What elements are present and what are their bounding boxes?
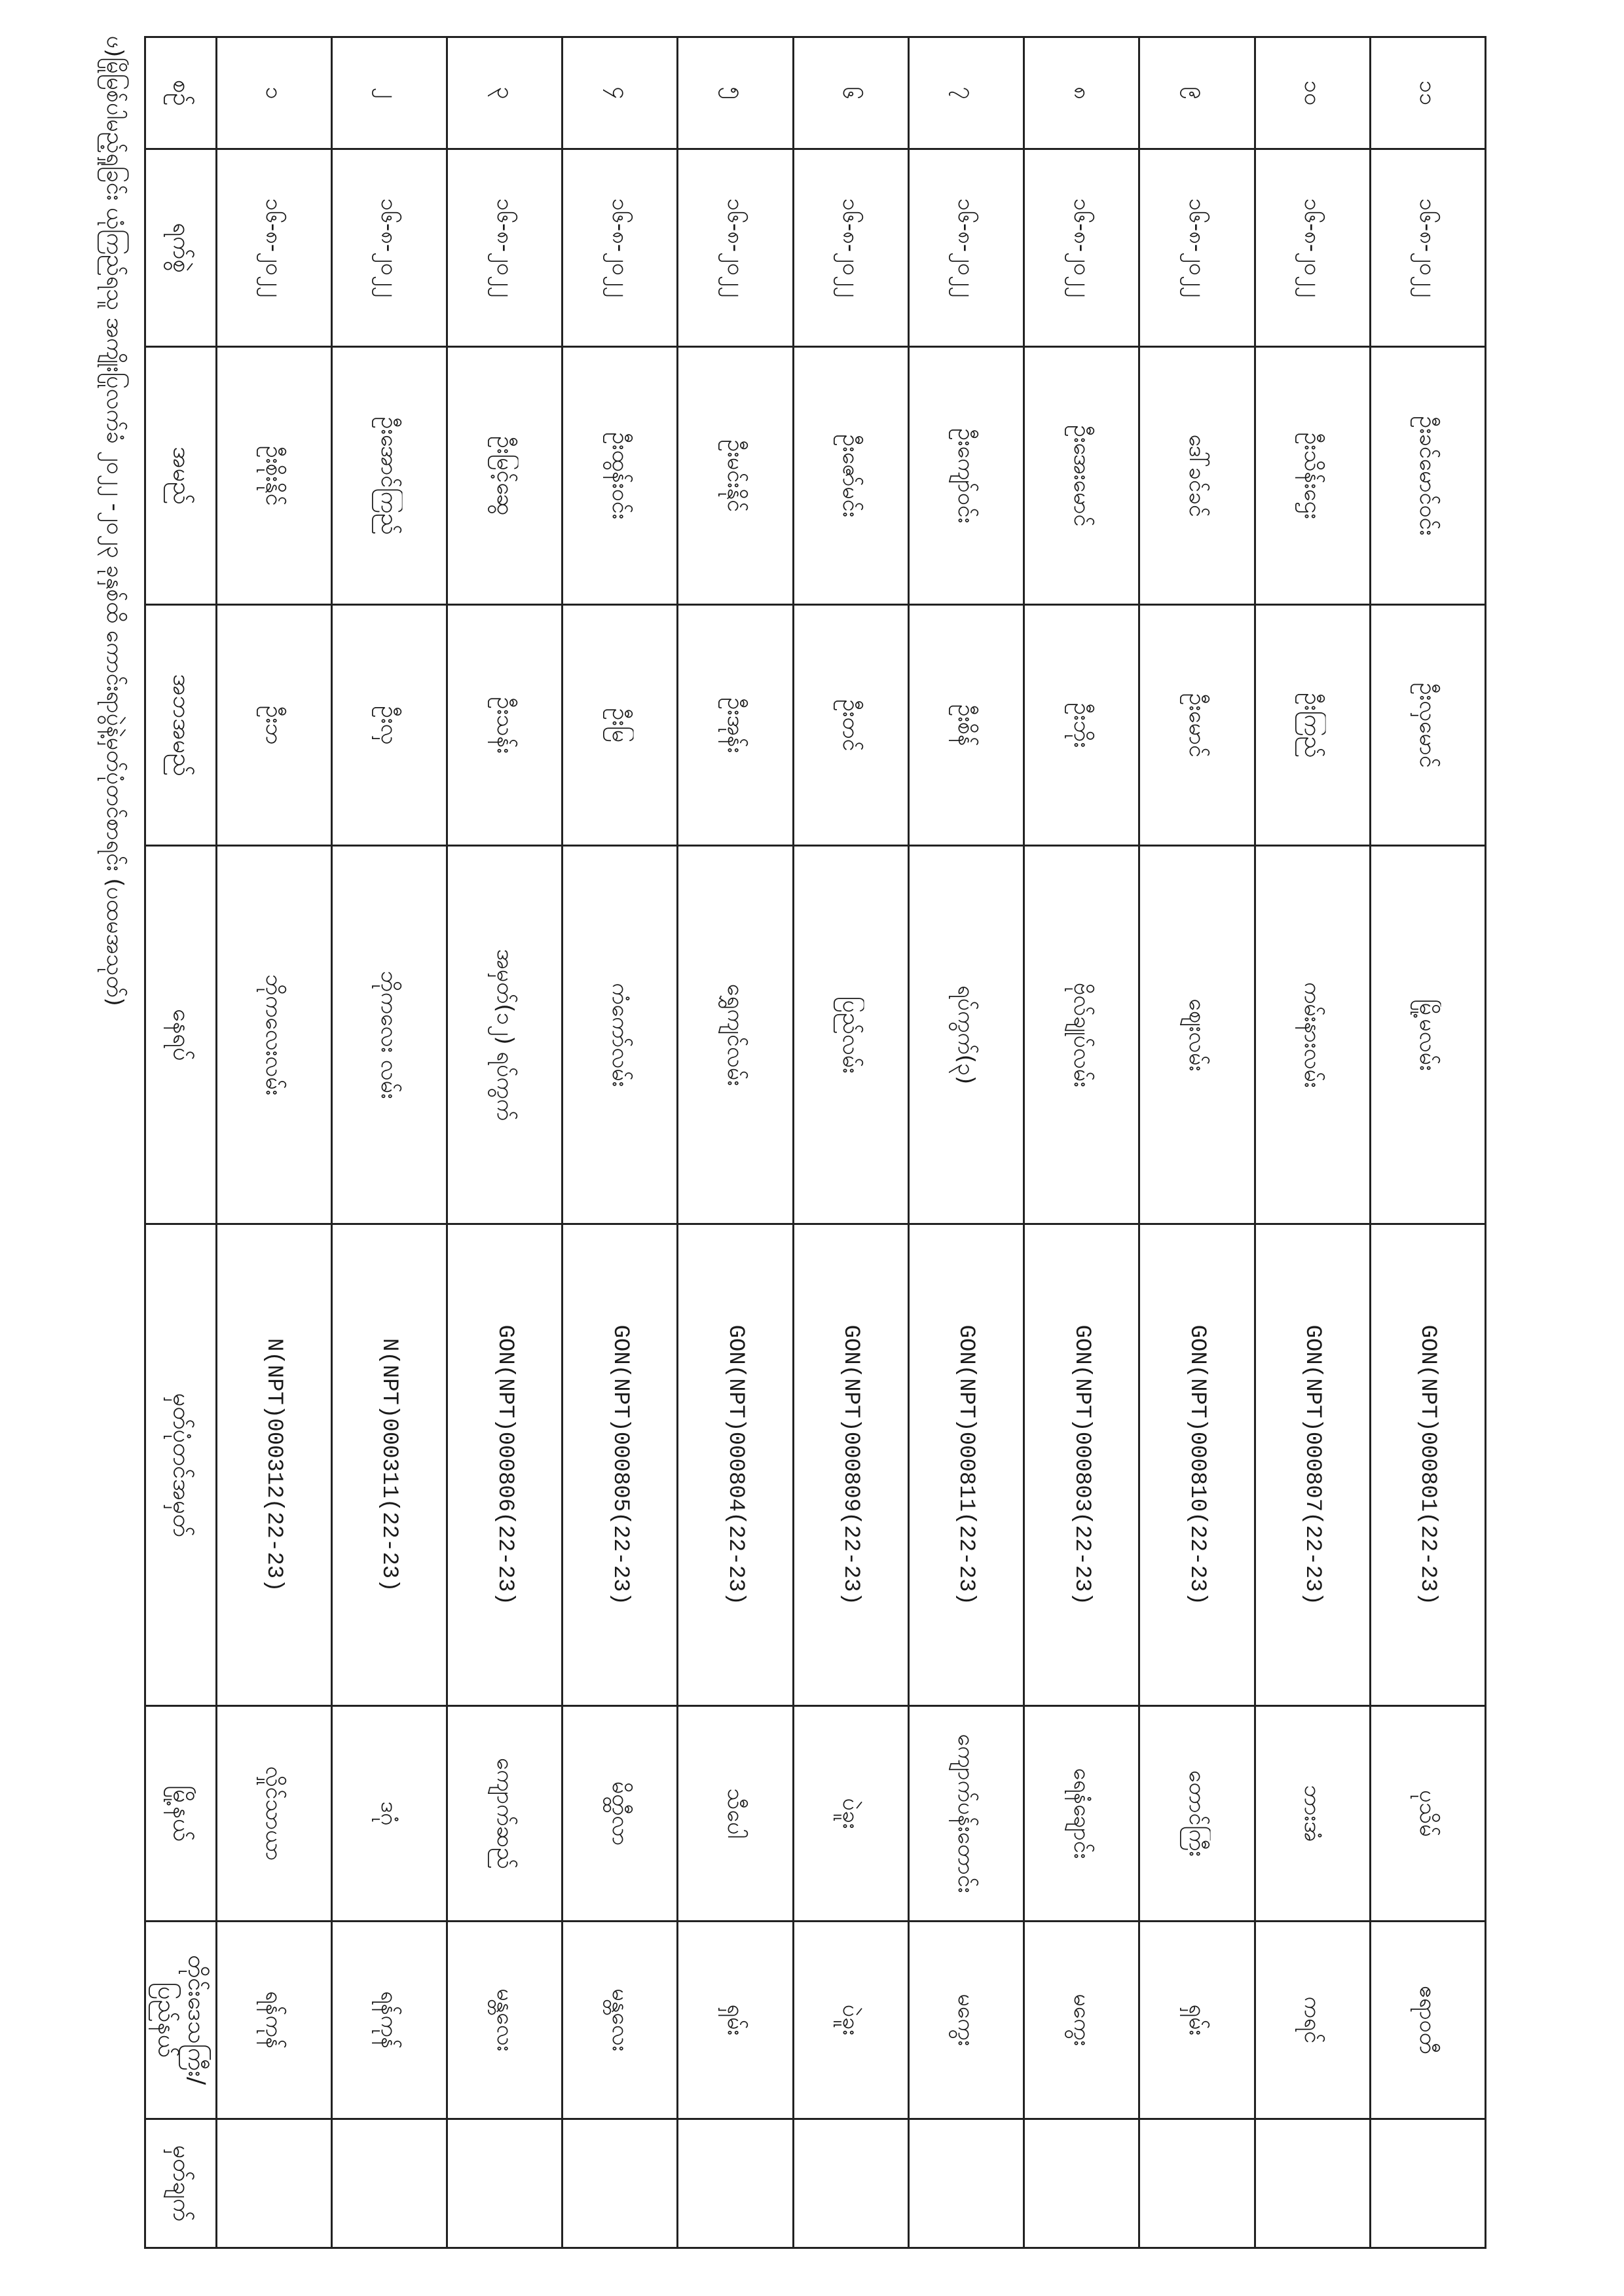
cell-date: ၁၆-၈-၂၀၂၂ — [1255, 149, 1370, 346]
cell-father: ဦးမောင် — [1139, 605, 1255, 846]
cell-date: ၁၆-၈-၂၀၂၂ — [1139, 149, 1255, 346]
cell-date: ၁၆-၈-၂၀၂၂ — [216, 149, 331, 346]
cell-no: ၄ — [563, 37, 678, 149]
cell-name: ဦးသိန်းဌေး — [1255, 347, 1370, 605]
cell-town: တောင်ကြီး — [1139, 1706, 1255, 1922]
cell-name: ဦးအေးမောင် — [1024, 347, 1139, 605]
record-table — [144, 36, 1486, 2249]
cell-town: ဘားအံ — [1255, 1706, 1370, 1922]
cell-town: မိတ္ထီလာ — [563, 1706, 678, 1922]
cell-date: ၁၆-၈-၂၀၂၂ — [908, 149, 1024, 346]
cell-address: ဗိုလ်ချုပ်လမ်း — [1024, 846, 1139, 1224]
cell-no: ၂ — [331, 37, 447, 149]
cell-region: ကရင် — [1255, 1921, 1370, 2119]
cell-address: ရပ်ကွက်(၃) — [908, 846, 1024, 1224]
cell-father: ဦးကြည် — [1255, 605, 1370, 846]
cell-no: ၁၁ — [1370, 37, 1485, 149]
cell-father: ဦးလှ — [331, 605, 447, 846]
cell-father: ဦးအုန်း — [678, 605, 793, 846]
cell-address: ရွှေကျင်လမ်း — [678, 846, 793, 1224]
cell-father: ဦးဘ — [216, 605, 331, 846]
cell-reg: GON(NPT)000806(22-23) — [447, 1224, 563, 1706]
header-region: တိုင်းဒေသကြီး/ပြည်နယ် — [145, 1921, 217, 2119]
cell-no: ၇ — [908, 37, 1024, 149]
cell-no: ၅ — [678, 37, 793, 149]
table-row — [1139, 37, 1255, 2248]
cell-name: ဦးဇော်မင်း — [793, 347, 908, 605]
cell-reg: GON(NPT)000809(22-23) — [793, 1224, 908, 1706]
cell-date: ၁၆-၈-၂၀၂၂ — [563, 149, 678, 346]
cell-name: ဦးကျော်ဝင်း — [908, 347, 1024, 605]
cell-no: ၁၀ — [1255, 37, 1370, 149]
cell-town: လှိုင်သာယာ — [216, 1706, 331, 1922]
cell-remark — [216, 2119, 331, 2248]
cell-no: ၈ — [1024, 37, 1139, 149]
cell-region: ရန်ကုန် — [216, 1921, 331, 2119]
cell-no: ၆ — [793, 37, 908, 149]
cell-town: ပဲခူး — [793, 1706, 908, 1922]
cell-name: ဦးခင်မောင်ဝင်း — [1370, 347, 1485, 605]
cell-town: ပုသိမ် — [1370, 1706, 1485, 1922]
cell-name: ဦးမင်းနိုင် — [678, 347, 793, 605]
cell-region: ရန်ကုန် — [331, 1921, 447, 2119]
header-no: စဉ် — [145, 37, 217, 149]
cell-date: ၁၆-၈-၂၀၂၂ — [1370, 149, 1485, 346]
cell-town: ရေနံချောင်း — [1024, 1706, 1139, 1922]
table-row — [331, 37, 447, 2248]
cell-address: ဘိုကလေး လမ်း — [331, 846, 447, 1224]
cell-name: ဦးထွန်းဝင်း — [563, 347, 678, 605]
header-row — [145, 37, 217, 2248]
header-father: အဘအမည် — [145, 605, 217, 846]
cell-remark — [1370, 2119, 1485, 2248]
table-row — [1024, 37, 1139, 2248]
cell-address: ကမ်းနားလမ်း — [1255, 846, 1370, 1224]
table-row — [793, 37, 908, 2248]
cell-no: ၉ — [1139, 37, 1255, 149]
cell-date: ၁၆-၈-၂၀၂၂ — [447, 149, 563, 346]
cell-reg: GON(NPT)000807(22-23) — [1255, 1224, 1370, 1706]
cell-date: ၁၆-၈-၂၀၂၂ — [331, 149, 447, 346]
cell-name: ဒေါ်ခင်ခင် — [1139, 347, 1255, 605]
cell-address: ဈေးလမ်း — [1139, 846, 1255, 1224]
cell-address: ပြည်လမ်း — [793, 846, 908, 1224]
cell-reg: GON(NPT)000811(22-23) — [908, 1224, 1024, 1706]
table-row — [447, 37, 563, 2248]
cell-town: ဒဂုံ — [331, 1706, 447, 1922]
cell-region: မကွေး — [908, 1921, 1024, 2119]
cell-region: ရှမ်း — [1139, 1921, 1255, 2119]
cell-name: ဦးစိုးနိုင် — [216, 347, 331, 605]
cell-father: ဦးတင် — [793, 605, 908, 846]
cell-no: ၃ — [447, 37, 563, 149]
cell-reg: N(NPT)000312(22-23) — [216, 1224, 331, 1706]
table-row — [563, 37, 678, 2248]
table-row — [1370, 37, 1485, 2248]
header-date: ရက်စွဲ — [145, 149, 217, 346]
cell-address: ဘိုကလေးလမ်း — [216, 846, 331, 1224]
cell-father: ဦးလှမောင် — [1370, 605, 1485, 846]
cell-remark — [1024, 2119, 1139, 2248]
header-reg: မှတ်ပုံတင်အမှတ် — [145, 1224, 217, 1706]
table-row — [678, 37, 793, 2248]
cell-address: မြို့မလမ်း — [1370, 846, 1485, 1224]
cell-region: မကွေး — [1024, 1921, 1139, 2119]
cell-date: ၁၆-၈-၂၀၂၂ — [793, 149, 908, 346]
table-row — [216, 37, 331, 2248]
document-title: ၒ)မြိုမြစ်ပါမည့်ရှုခြင်း ယုံကြည်ရသူ အကျိုးပြုလက်ခံ ၂၀၂၂ -၂၀၂၃ ခုနှစ်ထိ ကောင်းရာပွဲနဲ့မှတ်ပုံတင်စာရင်း (ပထမအသုတ်) — [101, 36, 128, 1006]
cell-remark — [331, 2119, 447, 2248]
cell-name: ဦးအောင်ကြည် — [331, 347, 447, 605]
header-remark: မှတ်ချက် — [145, 2119, 217, 2248]
header-town: မြို့နယ် — [145, 1706, 217, 1922]
table-row — [1255, 37, 1370, 2248]
cell-reg: GON(NPT)000810(22-23) — [1139, 1224, 1255, 1706]
cell-name: ဦးမြင့်ဆွေ — [447, 347, 563, 605]
table-row — [908, 37, 1024, 2248]
cell-father: ဦးသန်း — [447, 605, 563, 846]
cell-town: သီပေါ — [678, 1706, 793, 1922]
cell-remark — [1255, 2119, 1370, 2248]
cell-region: ပဲခူး — [793, 1921, 908, 2119]
cell-reg: N(NPT)000311(22-23) — [331, 1224, 447, 1706]
cell-remark — [563, 2119, 678, 2248]
cell-date: ၁၆-၈-၂၀၂၂ — [678, 149, 793, 346]
cell-remark — [793, 2119, 908, 2248]
cell-reg: GON(NPT)000805(22-23) — [563, 1224, 678, 1706]
header-address: နေရပ် — [145, 846, 217, 1224]
header-name: အမည် — [145, 347, 217, 605]
cell-remark — [908, 2119, 1024, 2248]
cell-date: ၁၆-၈-၂၀၂၂ — [1024, 149, 1139, 346]
cell-remark — [1139, 2119, 1255, 2248]
cell-no: ၁ — [216, 37, 331, 149]
cell-father: ဦးစိန် — [908, 605, 1024, 846]
cell-region: မန္တလေး — [563, 1921, 678, 2119]
cell-father: ဦးဘိုး — [1024, 605, 1139, 846]
cell-reg: GON(NPT)000801(22-23) — [1370, 1224, 1485, 1706]
cell-address: ကံကော်လမ်း — [563, 846, 678, 1224]
cell-region: မန္တလေး — [447, 1921, 563, 2119]
cell-town: ကျောက်ပန်းတောင်း — [908, 1706, 1024, 1922]
cell-town: ကျောက်ဆည် — [447, 1706, 563, 1922]
table-body — [216, 37, 1485, 2248]
cell-reg: GON(NPT)000804(22-23) — [678, 1224, 793, 1706]
cell-remark — [678, 2119, 793, 2248]
cell-region: ရှမ်း — [678, 1921, 793, 2119]
cell-address: အမှတ်(၁၂) ရပ်ကွက် — [447, 846, 563, 1224]
cell-reg: GON(NPT)000803(22-23) — [1024, 1224, 1139, 1706]
cell-region: ဧရာဝတီ — [1370, 1921, 1485, 2119]
cell-father: ဦးမြ — [563, 605, 678, 846]
cell-remark — [447, 2119, 563, 2248]
